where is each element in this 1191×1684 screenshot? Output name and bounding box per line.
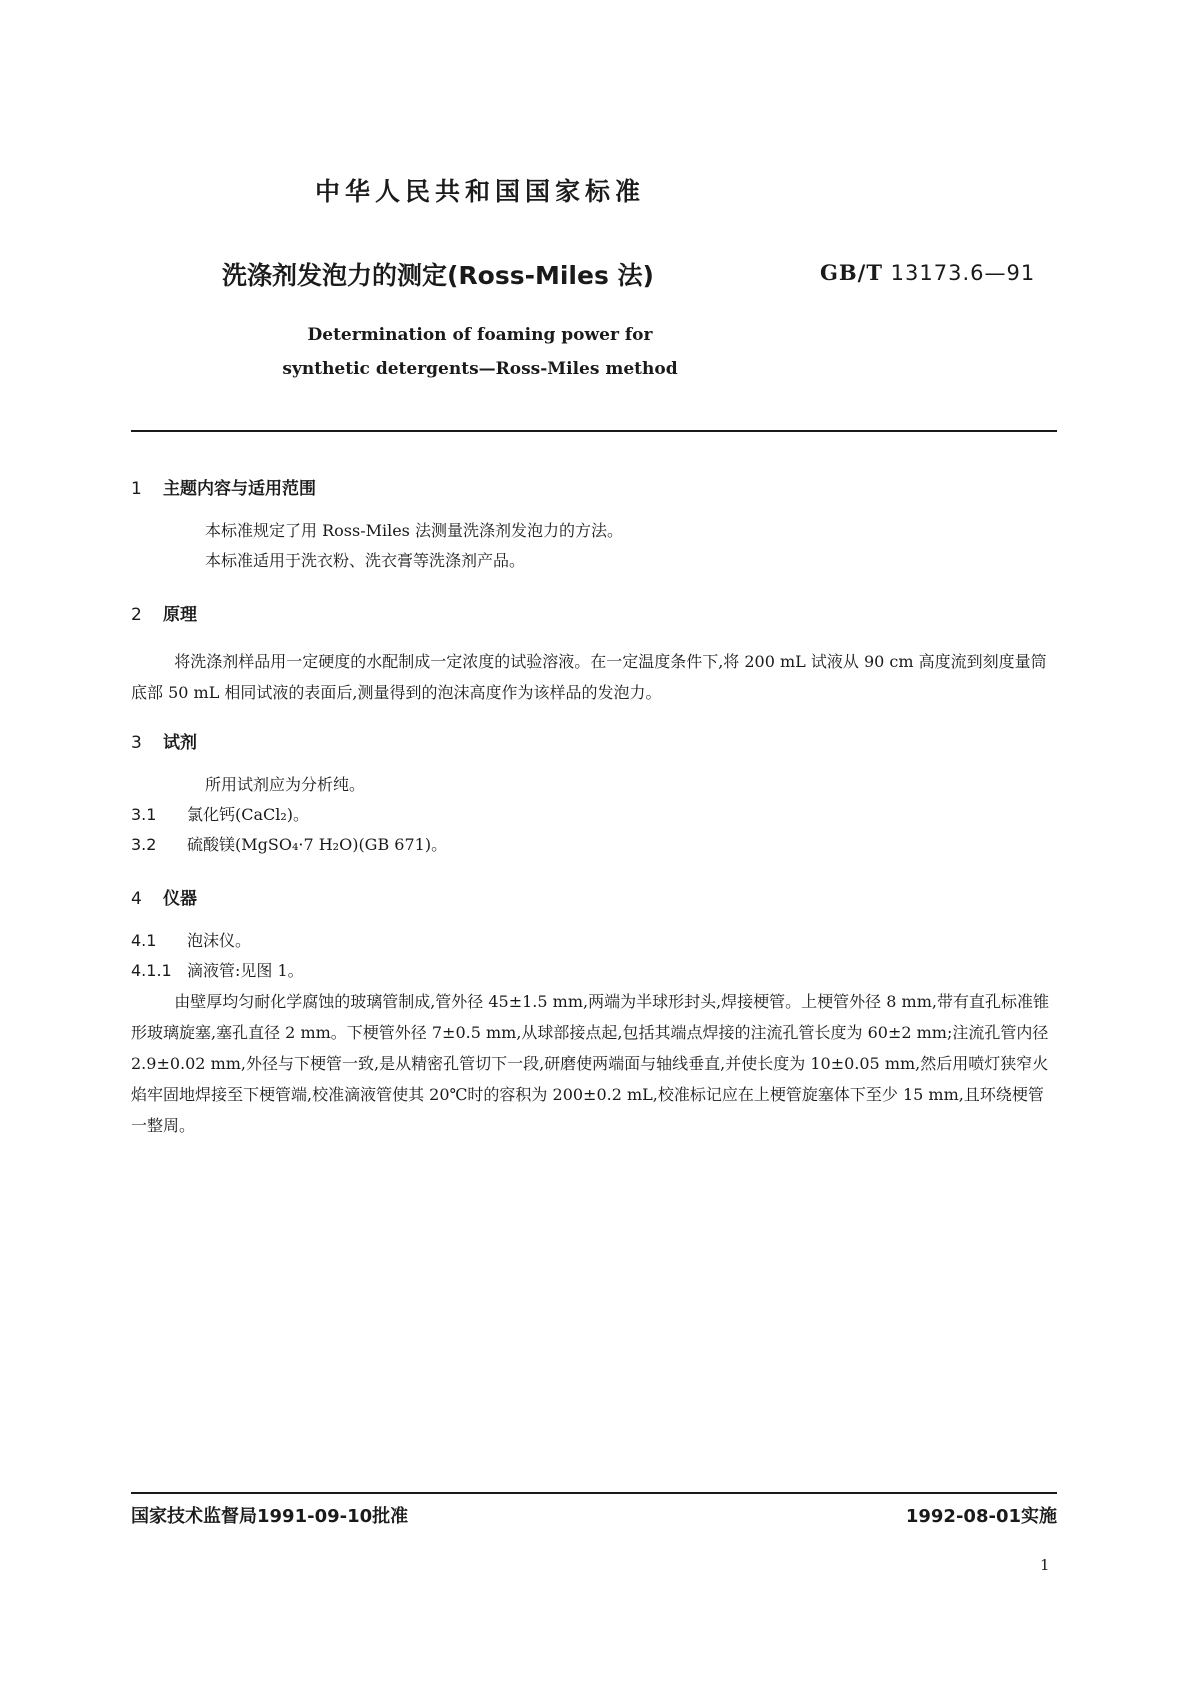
section-2: [131, 600, 1057, 708]
section-4: [131, 884, 1057, 1141]
footer-divider: [131, 1492, 1057, 1494]
english-title-line-1: Determination of foaming power for: [307, 325, 653, 345]
section-2-number: 2: [131, 605, 142, 625]
section-1-heading: [131, 474, 1057, 500]
section-1-title: 主题内容与适用范围: [163, 479, 316, 499]
clause-4-1-1-number: 4.1.1: [131, 961, 172, 980]
standard-prefix: GB/T: [820, 260, 883, 285]
section-1-paragraph-2: 本标准适用于洗衣粉、洗衣膏等洗涤剂产品。: [205, 551, 526, 570]
clause-3-1-text: 氯化钙(CaCl₂)。: [187, 805, 310, 824]
section-1: [131, 474, 1057, 576]
clause-4-1-1-description: 由壁厚均匀耐化学腐蚀的玻璃管制成,管外径 45±1.5 mm,两端为半球形封头,焊接梗管。上梗管外径 8 mm,带有直孔标准锥形玻璃旋塞,塞孔直径 2 mm。下梗管外径 7±0.5 mm,从球部接点起,包括其端点焊接的注流孔管长度为 60±2 mm;注流孔管内径 2.9±0.02 mm,外径与下梗管一致,是从精密孔管切下一段,研磨使两端面与轴线垂直,并使长度为 10±0.05 mm,然后用喷灯狭窄火焰牢固地焊接至下梗管端,校准滴液管使其 20℃时的容积为 200±0.2 mL,校准标记应在上梗管旋塞体下至少 15 mm,且环绕梗管一整周。: [131, 992, 1049, 1135]
clause-4-1-1-text: 滴液管:见图 1。: [187, 961, 304, 980]
header-divider: [131, 430, 1057, 432]
clause-3-2-number: 3.2: [131, 835, 157, 854]
section-4-number: 4: [131, 889, 142, 909]
section-3-number: 3: [131, 733, 142, 753]
english-title: [0, 318, 960, 386]
standard-number: [820, 260, 1035, 285]
clause-4-1-number: 4.1: [131, 931, 157, 950]
section-3-heading: [131, 728, 1057, 754]
section-4-title: 仪器: [163, 889, 197, 909]
section-4-heading: [131, 884, 1057, 910]
section-1-number: 1: [131, 479, 142, 499]
section-3-paragraph: 所用试剂应为分析纯。: [205, 775, 366, 794]
section-3: [131, 728, 1057, 860]
clause-4-1: [131, 926, 1057, 956]
english-title-line-2: synthetic detergents—Ross-Miles method: [282, 359, 678, 379]
page-number: 1: [1040, 1556, 1050, 1574]
clause-3-2-text: 硫酸镁(MgSO₄·7 H₂O)(GB 671)。: [187, 835, 448, 854]
section-2-paragraph: 将洗涤剂样品用一定硬度的水配制成一定浓度的试验溶液。在一定温度条件下,将 200 mL 试液从 90 cm 高度流到刻度量筒底部 50 mL 相同试液的表面后,测量得到的泡沫高度作为该样品的发泡力。: [131, 652, 1047, 702]
clause-4-1-1: [131, 956, 1057, 986]
standard-code: 13173.6—91: [890, 261, 1036, 285]
section-1-paragraph-1: 本标准规定了用 Ross-Miles 法测量洗涤剂发泡力的方法。: [205, 521, 623, 540]
clause-3-2: [131, 830, 1057, 860]
effective-date: 1992-08-01实施: [905, 1506, 1057, 1527]
national-standard-heading: 中华人民共和国国家标准: [314, 177, 645, 206]
clause-4-1-text: 泡沫仪。: [187, 931, 252, 950]
document-title: 洗涤剂发泡力的测定(Ross-Miles 法): [222, 261, 654, 290]
section-3-title: 试剂: [163, 733, 197, 753]
clause-3-1: [131, 800, 1057, 830]
clause-3-1-number: 3.1: [131, 805, 157, 824]
section-2-heading: [131, 600, 1057, 626]
approval-line: 国家技术监督局1991-09-10批准: [131, 1506, 409, 1527]
section-2-title: 原理: [163, 605, 197, 625]
